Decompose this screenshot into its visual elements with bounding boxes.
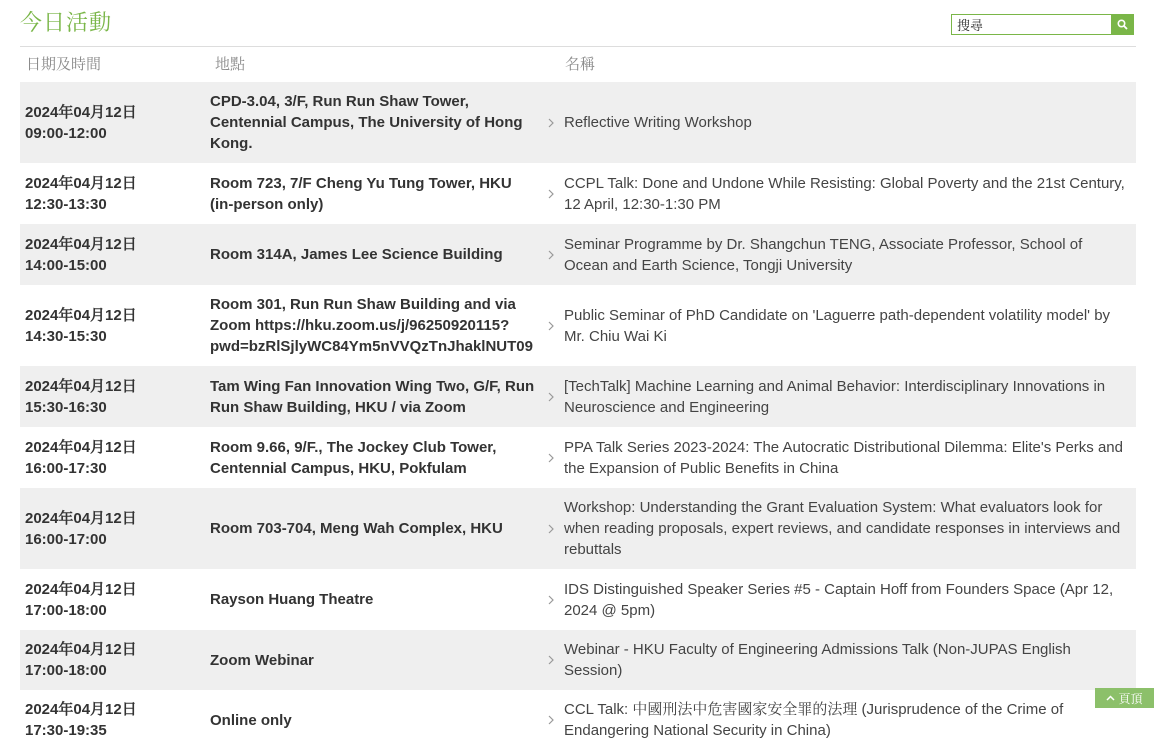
event-date: 2024年04月12日 [25, 580, 137, 598]
event-datetime [20, 234, 210, 276]
event-name [564, 234, 1136, 276]
event-name [564, 699, 1136, 741]
event-time: 14:30-15:30 [25, 327, 107, 345]
event-datetime [20, 305, 210, 347]
event-name-link[interactable]: PPA Talk Series 2023-2024: The Autocratic Distributional Dilemma: Elite's Perks and the Expansion of Public Benefits in China [564, 438, 1123, 477]
event-row[interactable] [20, 630, 1136, 690]
event-time: 15:30-16:30 [25, 398, 107, 416]
column-header-date: 日期及時間 [26, 55, 102, 73]
event-venue: Rayson Huang Theatre [210, 591, 374, 608]
event-row[interactable] [20, 569, 1136, 630]
event-row[interactable] [20, 690, 1136, 750]
event-name [564, 376, 1136, 418]
event-row[interactable] [20, 285, 1136, 366]
event-name-link[interactable]: Seminar Programme by Dr. Shangchun TENG, Associate Professor, School of Ocean and Earth Science, Tongji University [564, 235, 1083, 274]
event-datetime [20, 173, 210, 215]
event-venue: Zoom Webinar [210, 651, 314, 669]
event-venue: Online only [210, 711, 292, 729]
event-datetime [20, 102, 210, 144]
event-name [564, 497, 1136, 560]
back-to-top-label: 頁頂 [1118, 691, 1143, 706]
event-time: 16:00-17:30 [25, 459, 107, 477]
search-input[interactable] [952, 15, 1111, 34]
event-date: 2024年04月12日 [25, 509, 137, 527]
event-name [564, 437, 1136, 479]
event-name-link[interactable]: Public Seminar of PhD Candidate on 'Laguerre path-dependent volatility model' by Mr. Chiu Wai Ki [564, 306, 1111, 345]
chevron-right-icon [538, 392, 564, 402]
event-venue: Room 9.66, 9/F., The Jockey Club Tower, Centennial Campus, HKU, Pokfulam [210, 438, 497, 477]
event-name [564, 173, 1136, 215]
column-header-venue: 地點 [215, 55, 246, 73]
page-title: 今日活動 [20, 11, 113, 36]
chevron-right-icon [538, 715, 564, 725]
event-table [20, 82, 1136, 750]
event-name [564, 639, 1136, 681]
event-datetime [20, 639, 210, 681]
event-date: 2024年04月12日 [25, 377, 137, 395]
chevron-right-icon [538, 118, 564, 128]
column-headers [20, 47, 1136, 80]
event-name-link[interactable]: CCL Talk: 中國刑法中危害國家安全罪的法理 (Jurisprudence of the Crime of Endangering National Security in China) [564, 701, 1064, 739]
event-date: 2024年04月12日 [25, 438, 137, 456]
event-name [564, 305, 1136, 347]
event-time: 17:30-19:35 [25, 722, 107, 739]
search-button[interactable] [1111, 15, 1133, 34]
event-date: 2024年04月12日 [25, 641, 137, 658]
event-name [564, 112, 1136, 133]
event-venue: Room 314A, James Lee Science Building [210, 246, 503, 263]
chevron-right-icon [538, 524, 564, 534]
chevron-right-icon [538, 321, 564, 331]
chevron-right-icon [538, 189, 564, 199]
event-datetime [20, 508, 210, 550]
event-row[interactable] [20, 224, 1136, 285]
event-time: 17:00-18:00 [25, 601, 107, 619]
event-row[interactable] [20, 163, 1136, 224]
event-datetime [20, 579, 210, 621]
search-icon [1117, 19, 1128, 30]
event-name-link[interactable]: Webinar - HKU Faculty of Engineering Admissions Talk (Non-JUPAS English Session) [564, 641, 1071, 679]
event-time: 17:00-18:00 [25, 662, 107, 679]
event-date: 2024年04月12日 [25, 306, 137, 324]
event-venue: Room 703-704, Meng Wah Complex, HKU [210, 520, 503, 537]
event-date: 2024年04月12日 [25, 103, 137, 121]
event-time: 14:00-15:00 [25, 256, 107, 274]
event-venue: CPD-3.04, 3/F, Run Run Shaw Tower, Centennial Campus, The University of Hong Kong. [210, 93, 523, 152]
chevron-up-icon [1106, 695, 1115, 701]
event-time: 12:30-13:30 [25, 195, 107, 213]
event-datetime [20, 699, 210, 741]
event-time: 16:00-17:00 [25, 530, 107, 548]
event-name-link[interactable]: IDS Distinguished Speaker Series #5 - Captain Hoff from Founders Space (Apr 12, 2024 @ 5pm) [564, 580, 1114, 619]
event-row[interactable] [20, 82, 1136, 163]
event-name-link[interactable]: Reflective Writing Workshop [564, 114, 752, 131]
event-time: 09:00-12:00 [25, 124, 107, 142]
event-row[interactable] [20, 427, 1136, 488]
event-venue: Room 723, 7/F Cheng Yu Tung Tower, HKU (in-person only) [210, 174, 512, 213]
event-datetime [20, 376, 210, 418]
event-venue: Tam Wing Fan Innovation Wing Two, G/F, Run Run Shaw Building, HKU / via Zoom [210, 377, 535, 416]
back-to-top-button[interactable] [1095, 688, 1154, 708]
event-date: 2024年04月12日 [25, 701, 137, 718]
event-name-link[interactable]: CCPL Talk: Done and Undone While Resisting: Global Poverty and the 21st Century, 12 April, 12:30-1:30 PM [564, 174, 1125, 213]
event-row[interactable] [20, 488, 1136, 569]
event-name-link[interactable]: [TechTalk] Machine Learning and Animal Behavior: Interdisciplinary Innovations in Neuroscience and Engineering [564, 377, 1106, 416]
column-header-name: 名稱 [565, 55, 596, 73]
search-box [951, 14, 1134, 35]
event-name-link[interactable]: Workshop: Understanding the Grant Evaluation System: What evaluators look for when reading proposals, expert reviews, and candidate responses in interviews and rebuttals [564, 499, 1121, 558]
chevron-right-icon [538, 595, 564, 605]
event-date: 2024年04月12日 [25, 174, 137, 192]
chevron-right-icon [538, 250, 564, 260]
event-datetime [20, 437, 210, 479]
event-name [564, 579, 1136, 621]
chevron-right-icon [538, 453, 564, 463]
chevron-right-icon [538, 655, 564, 665]
event-venue: Room 301, Run Run Shaw Building and via Zoom https://hku.zoom.us/j/96250920115?pwd=bzRlSjlyWC84Ym5nVVQzTnJhaklNUT09 [210, 296, 533, 355]
event-row[interactable] [20, 366, 1136, 427]
event-date: 2024年04月12日 [25, 235, 137, 253]
